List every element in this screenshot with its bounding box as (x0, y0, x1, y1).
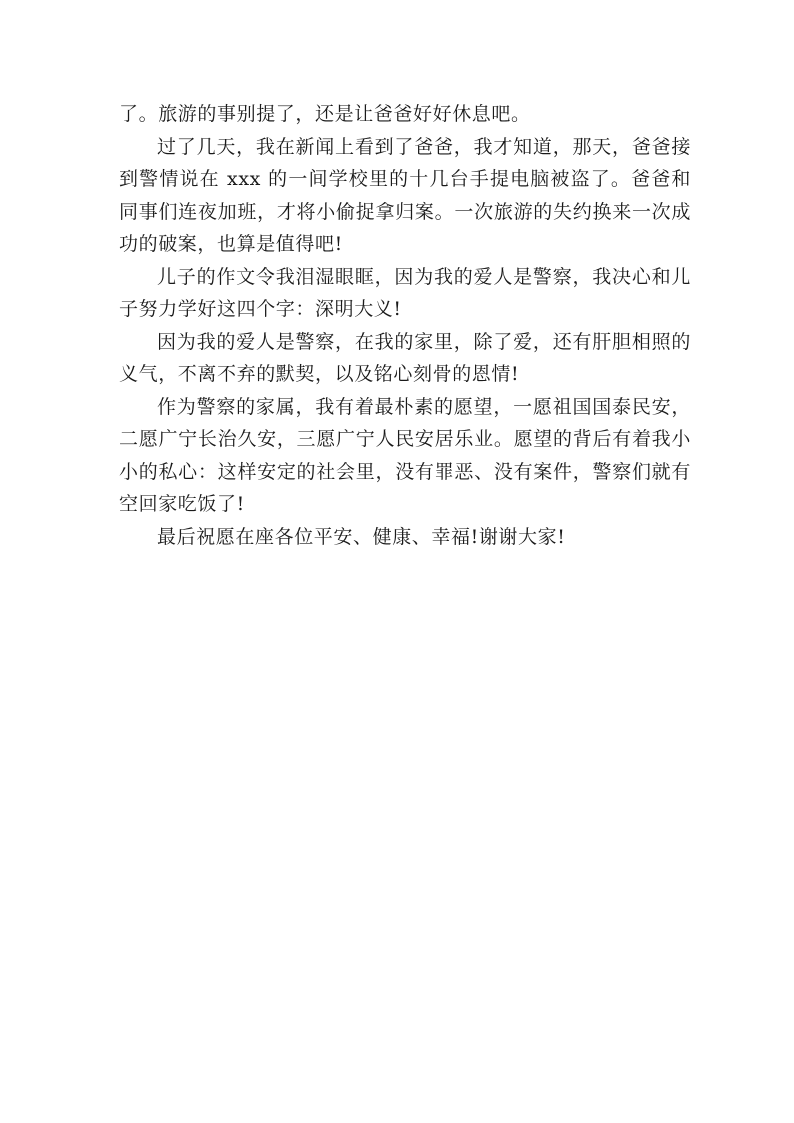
paragraph-closing: 最后祝愿在座各位平安、健康、幸福!谢谢大家! (157, 525, 566, 548)
paragraph-continuation: 了。旅游的事别提了，还是让爸爸好好休息吧。 (119, 103, 531, 125)
paragraph-family: 因为我的爱人是警察，在我的家里，除了爱，还有肝胆相照的义气，不离不弃的默契，以及铭心刻骨的恩情! (119, 330, 691, 385)
document-body (119, 98, 691, 553)
paragraph-son-essay: 儿子的作文令我泪湿眼眶，因为我的爱人是警察，我决心和儿子努力学好这四个字：深明大义! (119, 265, 691, 320)
paragraph-news: 过了几天，我在新闻上看到了爸爸，我才知道，那天，爸爸接到警情说在 xxx 的一间学校里的十几台手提电脑被盗了。爸爸和同事们连夜加班，才将小偷捉拿归案。一次旅游的失约换来一次成功的破案，也算是值得吧! (119, 135, 691, 255)
paragraph-wishes: 作为警察的家属，我有着最朴素的愿望，一愿祖国国泰民安，二愿广宁长治久安，三愿广宁人民安居乐业。愿望的背后有着我小小的私心：这样安定的社会里，没有罪恶、没有案件，警察们就有空回家吃饭了! (119, 395, 691, 515)
